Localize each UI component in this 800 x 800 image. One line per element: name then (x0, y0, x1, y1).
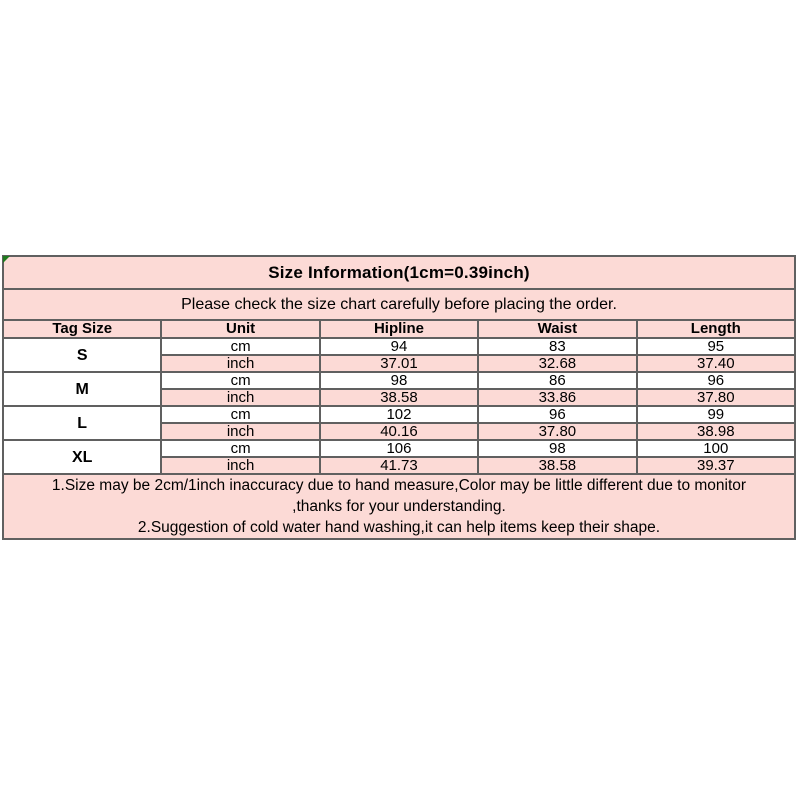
cell-m-inch-hipline: 38.58 (320, 389, 478, 406)
note-line-1: 1.Size may be 2cm/1inch inaccuracy due to hand measure,Color may be little different due to monitor (51, 477, 747, 494)
unit-label-inch: inch (161, 355, 319, 372)
cell-xl-cm-waist: 98 (478, 440, 636, 457)
unit-label-cm: cm (161, 338, 319, 355)
cell-xl-inch-length: 39.37 (637, 457, 795, 474)
cell-m-cm-hipline: 98 (320, 372, 478, 389)
table-row-m-cm (3, 372, 795, 389)
cell-xl-cm-hipline: 106 (320, 440, 478, 457)
header-row (3, 320, 795, 338)
cell-m-inch-waist: 33.86 (478, 389, 636, 406)
size-table (2, 255, 796, 540)
col-header-waist: Waist (478, 320, 636, 338)
note-line-2: ,thanks for your understanding. (292, 498, 506, 515)
size-chart-sheet (2, 255, 796, 540)
col-header-length: Length (637, 320, 795, 338)
table-row-xl-cm (3, 440, 795, 457)
unit-label-inch: inch (161, 457, 319, 474)
cell-l-cm-length: 99 (637, 406, 795, 423)
unit-label-inch: inch (161, 423, 319, 440)
cell-l-inch-hipline: 40.16 (320, 423, 478, 440)
unit-label-inch: inch (161, 389, 319, 406)
cell-l-inch-waist: 37.80 (478, 423, 636, 440)
size-label-l: L (3, 406, 161, 440)
cell-xl-inch-waist: 38.58 (478, 457, 636, 474)
unit-label-cm: cm (161, 372, 319, 389)
cell-m-cm-length: 96 (637, 372, 795, 389)
title-row (3, 256, 795, 289)
cell-s-inch-hipline: 37.01 (320, 355, 478, 372)
col-header-unit: Unit (161, 320, 319, 338)
cell-l-inch-length: 38.98 (637, 423, 795, 440)
cell-m-cm-waist: 86 (478, 372, 636, 389)
cell-s-cm-waist: 83 (478, 338, 636, 355)
table-row-l-cm (3, 406, 795, 423)
table-row-s-cm (3, 338, 795, 355)
size-label-xl: XL (3, 440, 161, 474)
subtitle-row (3, 289, 795, 320)
col-header-hipline: Hipline (320, 320, 478, 338)
cell-s-inch-length: 37.40 (637, 355, 795, 372)
cell-xl-cm-length: 100 (637, 440, 795, 457)
cell-s-cm-hipline: 94 (320, 338, 478, 355)
cell-l-cm-waist: 96 (478, 406, 636, 423)
table-title: Size Information(1cm=0.39inch) (3, 256, 795, 289)
cell-s-cm-length: 95 (637, 338, 795, 355)
unit-label-cm: cm (161, 440, 319, 457)
table-subtitle: Please check the size chart carefully before placing the order. (3, 289, 795, 320)
note-line-3: 2.Suggestion of cold water hand washing,it can help items keep their shape. (137, 519, 661, 536)
unit-label-cm: cm (161, 406, 319, 423)
cell-m-inch-length: 37.80 (637, 389, 795, 406)
size-label-s: S (3, 338, 161, 372)
col-header-tag-size: Tag Size (3, 320, 161, 338)
excel-corner-flag-icon (3, 256, 10, 263)
cell-s-inch-waist: 32.68 (478, 355, 636, 372)
notes-cell (3, 474, 795, 539)
cell-l-cm-hipline: 102 (320, 406, 478, 423)
notes-row (3, 474, 795, 539)
size-label-m: M (3, 372, 161, 406)
cell-xl-inch-hipline: 41.73 (320, 457, 478, 474)
